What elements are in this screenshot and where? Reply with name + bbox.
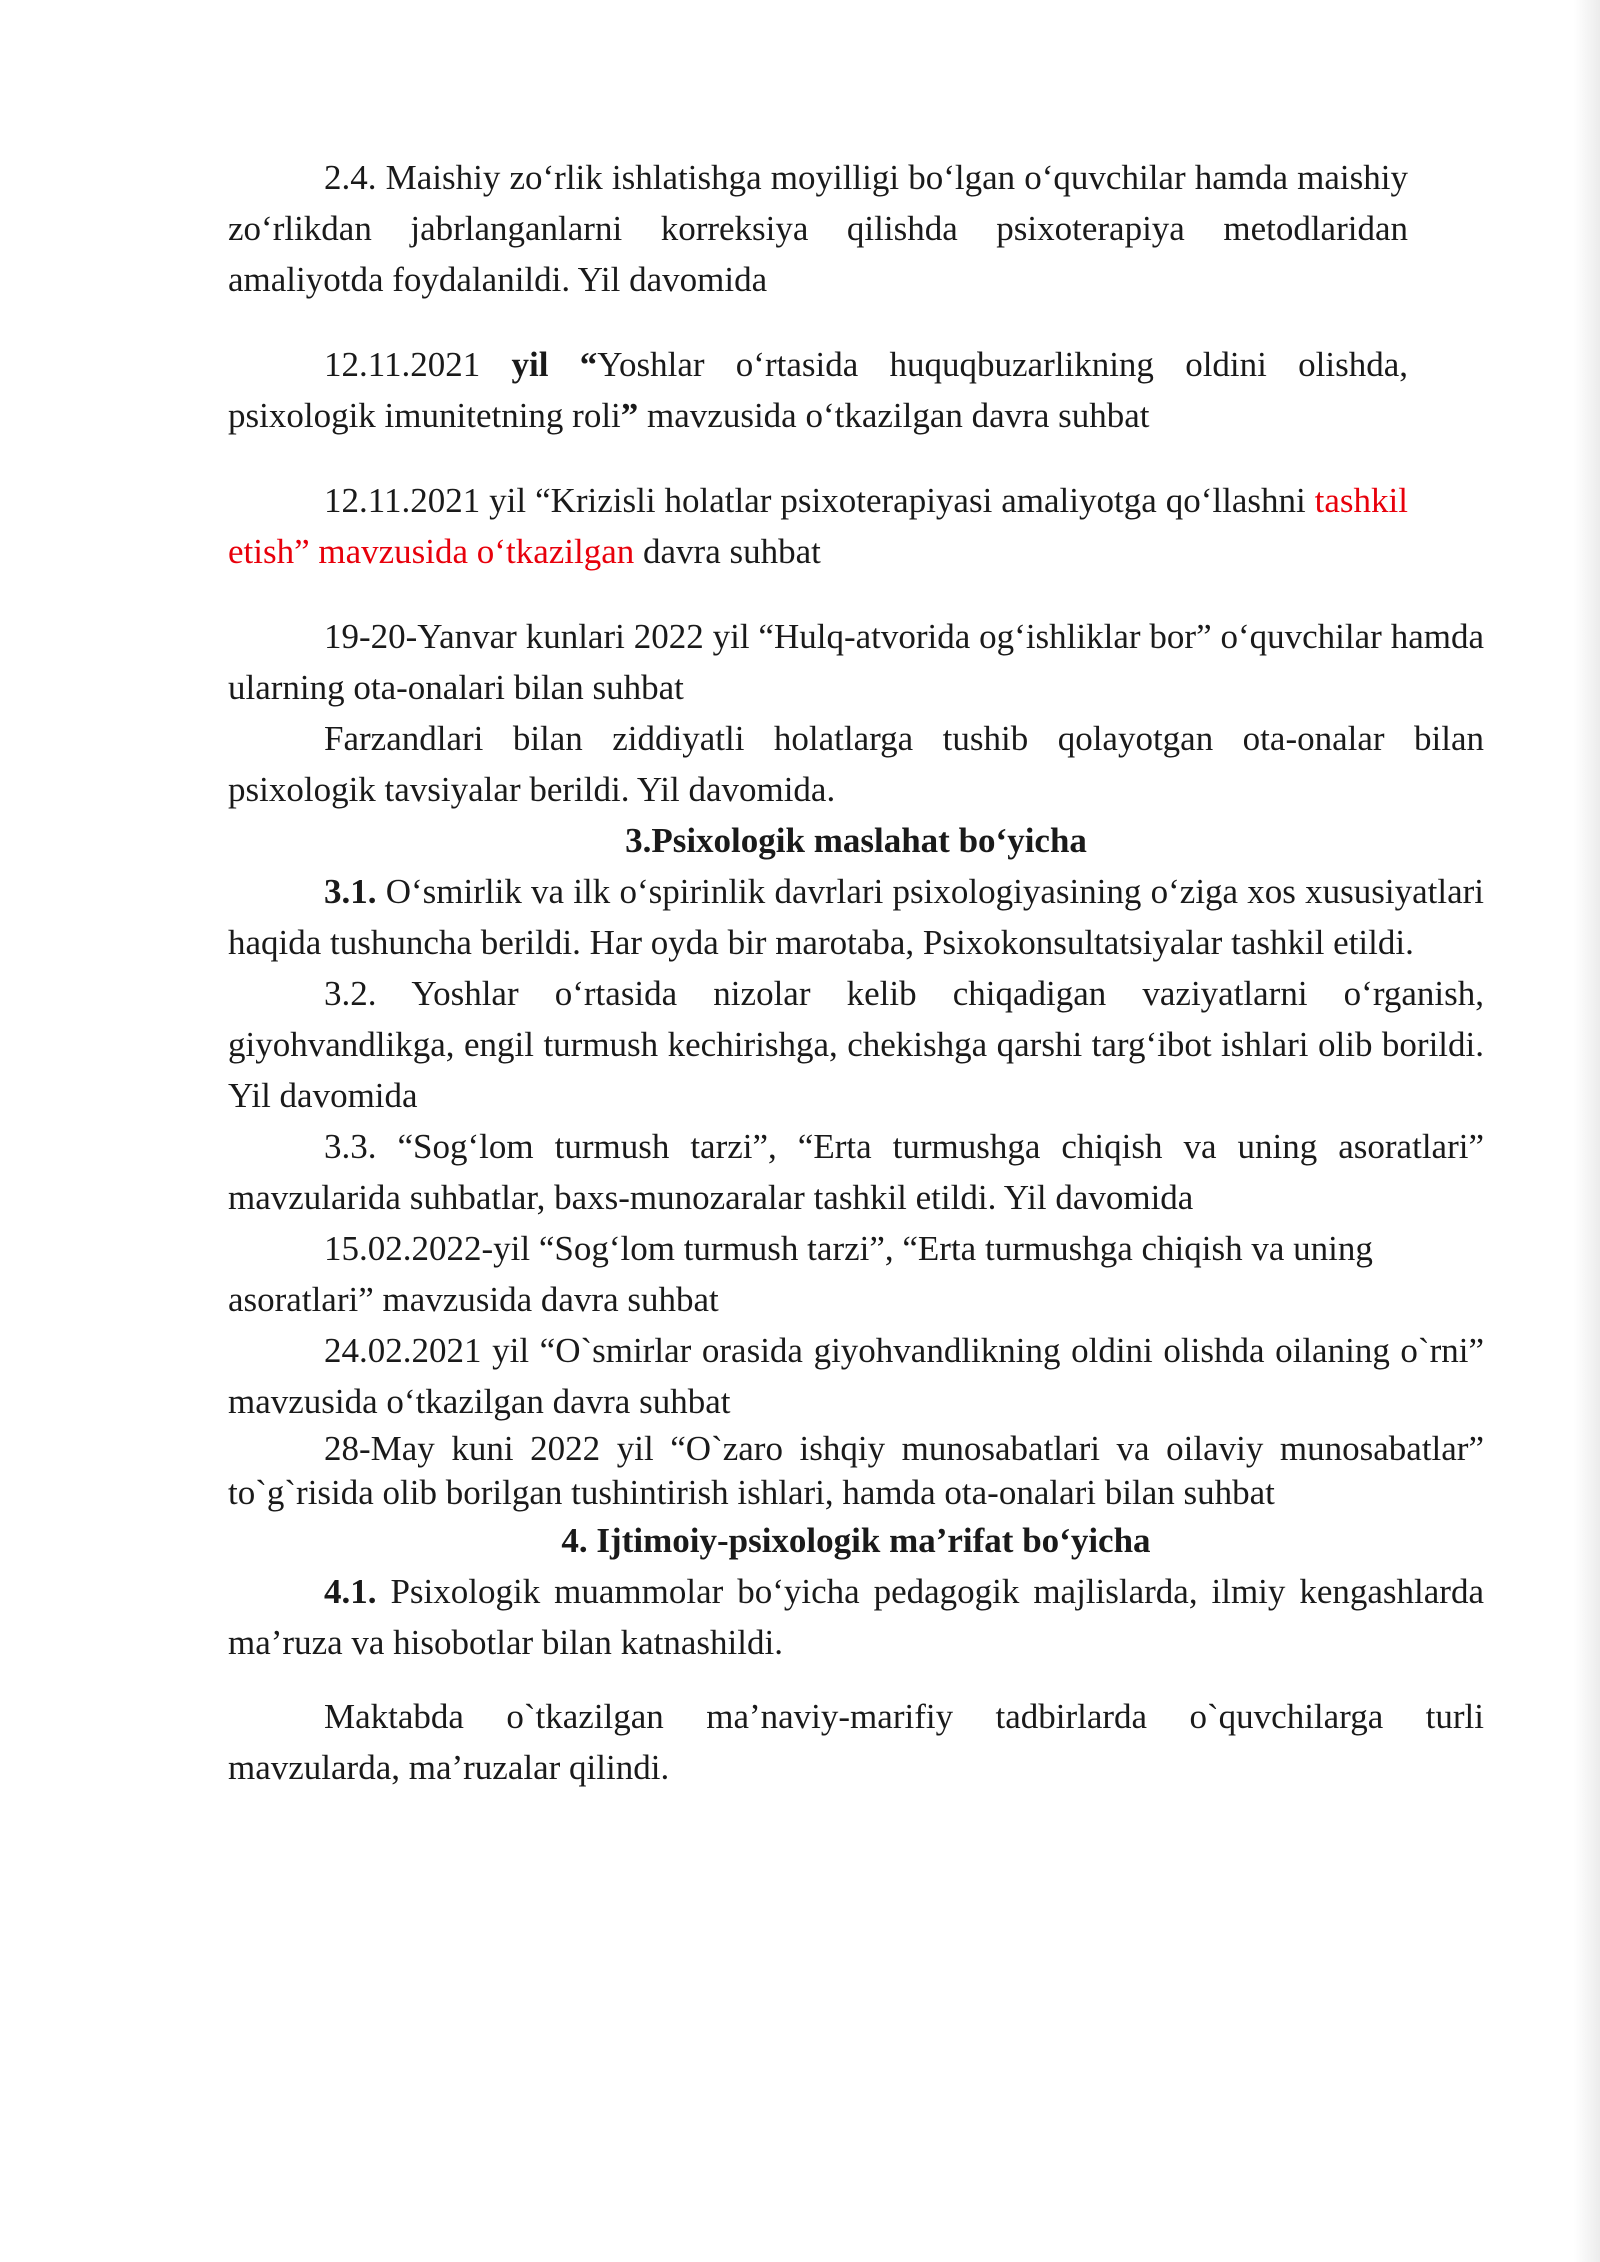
event-title: Yoshlar o‘rtasida huquqbuzarlikning oldini olishda, psixologik imunitetning roli bbox=[228, 345, 1409, 435]
paragraph-3-2: 3.2. Yoshlar o‘rtasida nizolar kelib chiqadigan vaziyatlarni o‘rganish, giyohvandlikga, engil turmush kechirishga, chekishga qarshi targ‘ibot ishlari olib borildi. Yil davomida bbox=[228, 974, 1484, 1115]
item-number: 3.1. bbox=[324, 872, 377, 911]
paragraph-parents-advice: Farzandlari bilan ziddiyatli holatlarga tushib qolayotgan ota-onalar bilan psixologik tavsiyalar berildi. Yil davomida. bbox=[228, 719, 1484, 809]
document-page bbox=[228, 152, 1484, 1793]
event-date: 12.11.2021 bbox=[324, 345, 512, 384]
highlighted-text: tashkil etish” mavzusida o‘tkazilgan bbox=[228, 481, 1408, 571]
paragraph-24-02-2021: 24.02.2021 yil “O`smirlar orasida giyohvandlikning oldini olishda oilaning o`rni” mavzusida o‘tkazilgan davra suhbat bbox=[228, 1331, 1484, 1421]
paragraph-3-1 bbox=[228, 866, 1484, 968]
paragraph-28-may-2022: 28-May kuni 2022 yil “O`zaro ishqiy munosabatlari va oilaviy munosabatlar” to`g`risida olib borilgan tushintirish ishlari, hamda ota-onalari bilan suhbat bbox=[228, 1429, 1484, 1512]
bold-closing-quote: ” bbox=[620, 396, 639, 435]
section-heading-4: 4. Ijtimoiy-psixologik ma’rifat bo‘yicha bbox=[561, 1521, 1151, 1560]
item-text: O‘smirlik va ilk o‘spirinlik davrlari psixologiyasining o‘ziga xos xususiyatlari haqida tushuncha berildi. Har oyda bir marotaba, Psixokonsultatsiyalar tashkil etildi. bbox=[228, 872, 1484, 962]
page-edge-shadow bbox=[1574, 0, 1600, 2262]
paragraph-4-1 bbox=[228, 1566, 1484, 1668]
paragraph-15-02-2022: 15.02.2022-yil “Sog‘lom turmush tarzi”, “Erta turmushga chiqish va uning asoratlari” mavzusida davra suhbat bbox=[228, 1229, 1373, 1319]
paragraph-school-events: Maktabda o`tkazilgan ma’naviy-marifiy tadbirlarda o`quvchilarga turli mavzularda, ma’ruzalar qilindi. bbox=[228, 1697, 1484, 1787]
event-text-start: 12.11.2021 yil “Krizisli holatlar psixoterapiyasi amaliyotga qo‘llashni bbox=[324, 481, 1315, 520]
paragraph-2-4: 2.4. Maishiy zo‘rlik ishlatishga moyilligi bo‘lgan o‘quvchilar hamda maishiy zo‘rlikdan jabrlanganlarni korreksiya qilishda psixoterapiya metodlaridan amaliyotda foydalanildi. Yil davomida bbox=[228, 158, 1408, 299]
paragraph-event-12-11-2021-a bbox=[228, 339, 1408, 441]
paragraph-event-12-11-2021-b bbox=[228, 475, 1408, 577]
paragraph-january-2022: 19-20-Yanvar kunlari 2022 yil “Hulq-atvorida og‘ishliklar bor” o‘quvchilar hamda ularning ota-onalari bilan suhbat bbox=[228, 617, 1484, 707]
event-tail: mavzusida o‘tkazilgan davra suhbat bbox=[638, 396, 1150, 435]
paragraph-3-3: 3.3. “Sog‘lom turmush tarzi”, “Erta turmushga chiqish va uning asoratlari” mavzularida suhbatlar, baxs-munozaralar tashkil etildi. Yil davomida bbox=[228, 1127, 1484, 1217]
item-text: Psixologik muammolar bo‘yicha pedagogik majlislarda, ilmiy kengashlarda ma’ruza va hisobotlar bilan katnashildi. bbox=[228, 1572, 1484, 1662]
event-text-end: davra suhbat bbox=[634, 532, 821, 571]
item-number: 4.1. bbox=[324, 1572, 377, 1611]
bold-year-quote: yil “ bbox=[511, 345, 598, 384]
section-heading-3: 3.Psixologik maslahat bo‘yicha bbox=[625, 821, 1087, 860]
